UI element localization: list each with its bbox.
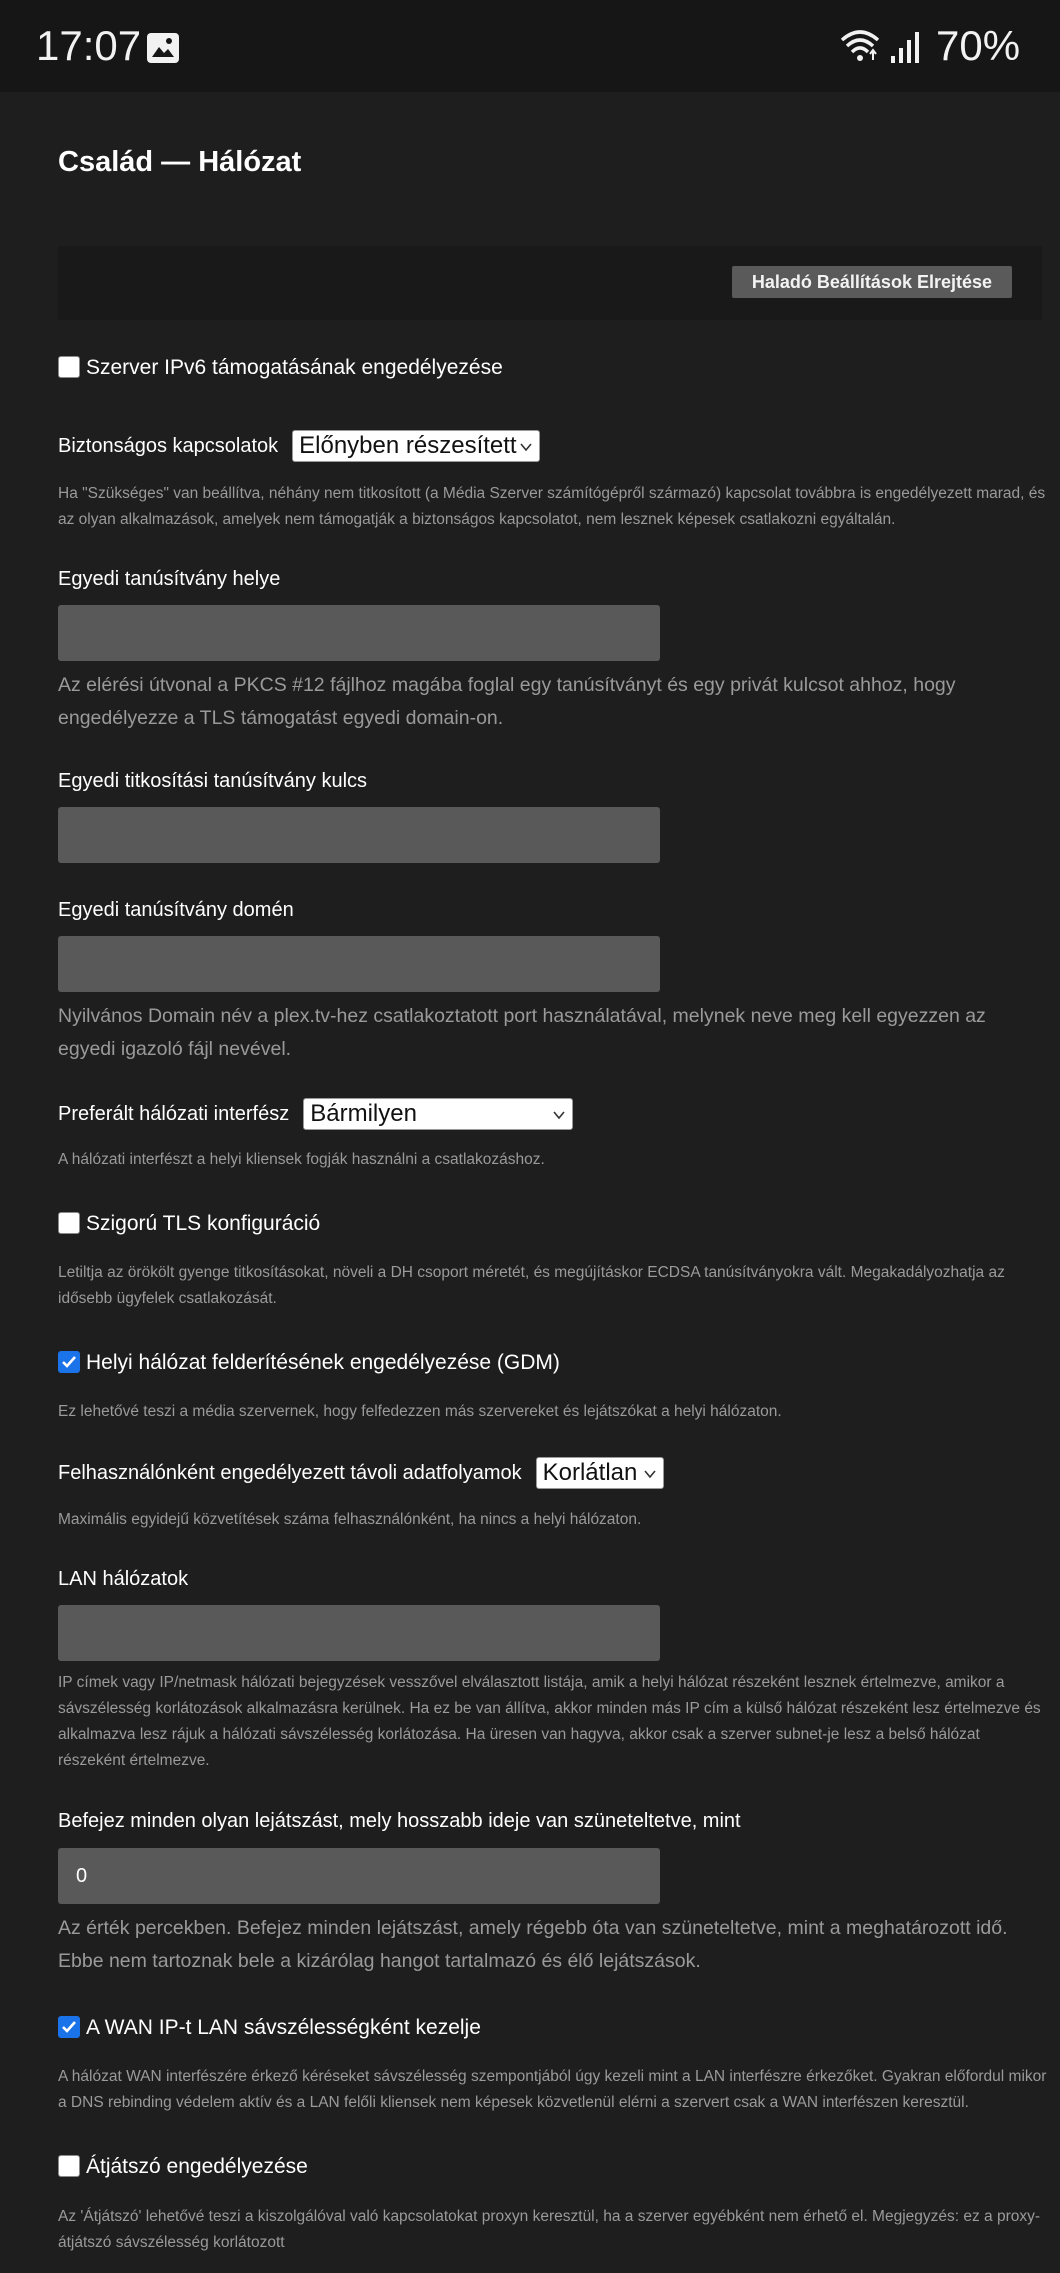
- relay-setting: [58, 2155, 308, 2179]
- preferred-interface-label: Preferált hálózati interfész: [58, 1102, 290, 1125]
- wan-as-lan-setting: [58, 2016, 481, 2040]
- custom-cert-path-help: Az elérési útvonal a PKCS #12 fájlhoz magába foglal egy tanúsítványt és egy privát kulcsot ahhoz, hogy engedélyezze a TLS támogatást egyedi domain-on.: [58, 674, 956, 729]
- page-title: Család — Hálózat: [58, 146, 302, 178]
- advanced-toolbar: [58, 246, 1042, 320]
- battery-level: 70%: [936, 22, 1021, 69]
- gdm-checkbox[interactable]: [58, 1351, 80, 1373]
- ipv6-checkbox[interactable]: [58, 356, 80, 378]
- relay-label: Átjátszó engedélyezése: [86, 2155, 308, 2178]
- preferred-interface-select[interactable]: [303, 1098, 573, 1130]
- signal-icon: [890, 30, 920, 64]
- terminate-paused-input[interactable]: 0: [58, 1848, 660, 1904]
- hide-advanced-button[interactable]: Haladó Beállítások Elrejtése: [732, 266, 1012, 298]
- chevron-down-icon: [552, 1108, 566, 1122]
- preferred-interface-value: Bármilyen: [310, 1100, 417, 1127]
- custom-cert-key-label: Egyedi titkosítási tanúsítvány kulcs: [58, 770, 368, 792]
- terminate-paused-label: Befejez minden olyan lejátszást, mely hosszabb ideje van szüneteltetve, mint: [58, 1810, 741, 1832]
- preferred-interface-setting: [58, 1098, 573, 1130]
- lan-networks-input[interactable]: [58, 1605, 660, 1661]
- ipv6-label: Szerver IPv6 támogatásának engedélyezése: [86, 356, 503, 379]
- strict-tls-setting: [58, 1212, 320, 1236]
- remote-streams-help: Maximális egyidejű közvetítések száma felhasználónként, ha nincs a helyi hálózaton.: [58, 1511, 642, 1528]
- custom-cert-key-input[interactable]: [58, 807, 660, 863]
- preferred-interface-help: A hálózati interfészt a helyi kliensek fogják használni a csatlakozáshoz.: [58, 1151, 545, 1168]
- lan-networks-help: IP címek vagy IP/netmask hálózati bejegyzések vesszővel elválasztott listája, amik a helyi hálózat részeként lesznek értelmezve, amikor a sávszélesség korlátozások alkalmazásra kerülnek. Ha ez be van állítva, akkor minden más IP cím a külső hálózat részeként lesz értelmezve és alkalmazva lesz rájuk a hálózati sávszélesség korlátozása. Ha üresen van hagyva, akkor csak a szerver subnet-je lesz a belső hálózat részeként értelmezve.: [58, 1674, 1041, 1769]
- custom-cert-path-label: Egyedi tanúsítvány helye: [58, 568, 281, 590]
- custom-cert-path-input[interactable]: [58, 605, 660, 661]
- relay-checkbox[interactable]: [58, 2155, 80, 2177]
- wan-as-lan-checkbox[interactable]: [58, 2016, 80, 2038]
- wan-as-lan-label: A WAN IP-t LAN sávszélességként kezelje: [86, 2016, 481, 2039]
- checkmark-icon: [61, 1354, 77, 1370]
- wifi-icon: [840, 28, 880, 64]
- secure-connections-setting: [58, 430, 540, 462]
- gdm-label: Helyi hálózat felderítésének engedélyezése (GDM): [86, 1351, 560, 1374]
- chevron-down-icon: [519, 440, 533, 454]
- secure-connections-label: Biztonságos kapcsolatok: [58, 434, 279, 457]
- checkmark-icon: [61, 2019, 77, 2035]
- remote-streams-value: Korlátlan: [542, 1459, 638, 1486]
- secure-connections-help: Ha "Szükséges" van beállítva, néhány nem titkosított (a Média Szerver számítógépről származó) kapcsolat továbbra is engedélyezett marad, és az olyan alkalmazások, amelyek nem támogatják a biztonságos kapcsolatot, nem lesznek képesek csatlakozni egyáltalán.: [58, 485, 1046, 528]
- remote-streams-setting: [58, 1457, 664, 1489]
- ipv6-setting: [58, 356, 503, 380]
- relay-help: Az 'Átjátszó' lehetővé teszi a kiszolgálóval való kapcsolatokat proxyn keresztül, ha a szerver egyébként nem érhető el. Megjegyzés: ez a proxy-átjátszó sávszélesség korlátozott: [58, 2208, 1041, 2251]
- remote-streams-label: Felhasználónként engedélyezett távoli adatfolyamok: [58, 1461, 522, 1484]
- strict-tls-label: Szigorú TLS konfiguráció: [86, 1212, 321, 1235]
- chevron-down-icon: [643, 1467, 657, 1481]
- secure-connections-select[interactable]: [292, 430, 540, 462]
- wan-as-lan-help: A hálózat WAN interfészére érkező kéréseket sávszélesség szempontjából úgy kezeli mint a LAN interfészre érkezőket. Gyakran előfordul mikor a DNS rebinding védelem aktív és a LAN felőli kliensek nem képesek közvetlenül elérni a szervert csak a WAN interfészen keresztül.: [58, 2068, 1047, 2111]
- custom-cert-domain-label: Egyedi tanúsítvány domén: [58, 899, 294, 921]
- custom-cert-domain-help: Nyilvános Domain név a plex.tv-hez csatlakoztatott port használatával, melynek neve meg kell egyezzen az egyedi igazoló fájl nevével.: [58, 1005, 986, 1060]
- terminate-paused-help: Az érték percekben. Befejez minden lejátszást, amely régebb óta van szüneteltetve, mint a meghatározott idő. Ebbe nem tartoznak bele a kizárólag hangot tartalmazó és élő lejátszások.: [58, 1917, 1008, 1972]
- gdm-setting: [58, 1351, 560, 1375]
- secure-connections-value: Előnyben részesített: [299, 432, 517, 459]
- gdm-help: Ez lehetővé teszi a média szervernek, hogy felfedezzen más szervereket és lejátszókat a helyi hálózaton.: [58, 1403, 782, 1420]
- image-notification-icon: [146, 32, 180, 64]
- lan-networks-label: LAN hálózatok: [58, 1568, 189, 1590]
- status-time: 17:07: [36, 22, 142, 69]
- status-bar: [0, 0, 1060, 92]
- strict-tls-help: Letiltja az örökölt gyenge titkosításokat, növeli a DH csoport méretét, és megújításkor ECDSA tanúsítványokra vált. Megakadályozhatja az idősebb ügyfelek csatlakozását.: [58, 1264, 1005, 1307]
- strict-tls-checkbox[interactable]: [58, 1212, 80, 1234]
- custom-cert-domain-input[interactable]: [58, 936, 660, 992]
- remote-streams-select[interactable]: [536, 1457, 664, 1489]
